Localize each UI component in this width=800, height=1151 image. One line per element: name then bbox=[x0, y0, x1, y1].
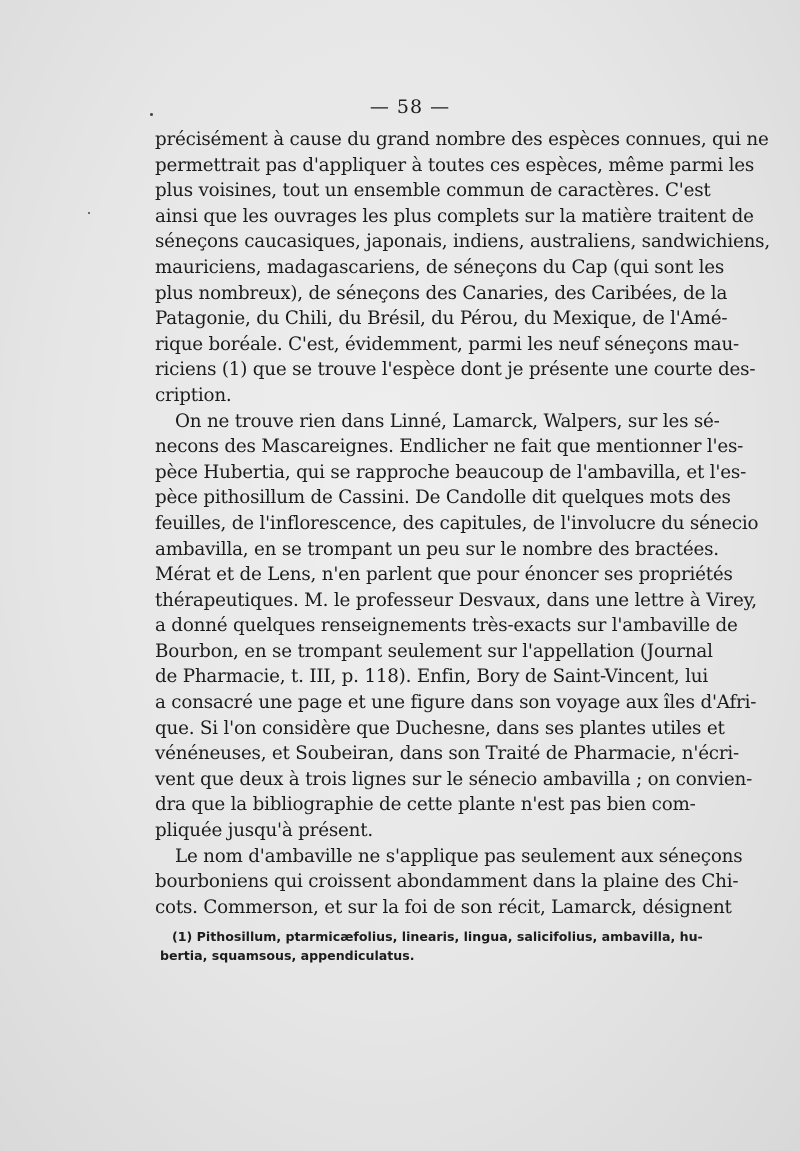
text-line: de Pharmacie, t. III, p. 118). Enfin, Bory de Saint-Vincent, lui bbox=[155, 666, 709, 688]
page-number: — 58 — bbox=[369, 96, 451, 118]
text-line: pliquée jusqu'à présent. bbox=[155, 820, 373, 842]
text-line: mauriciens, madagascariens, de séneçons du Cap (qui sont les bbox=[155, 256, 725, 278]
text-line: pèce pithosillum de Cassini. De Candolle dit quelques mots des bbox=[155, 487, 731, 509]
text-line: Bourbon, en se trompant seulement sur l'appellation (Journal bbox=[155, 640, 713, 662]
text-line: Patagonie, du Chili, du Brésil, du Pérou, du Mexique, de l'Amé- bbox=[155, 308, 728, 330]
text-line: ambavilla, en se trompant un peu sur le nombre des bractées. bbox=[155, 538, 719, 560]
text-line: cots. Commerson, et sur la foi de son récit, Lamarck, désignent bbox=[155, 896, 732, 918]
text-line: On ne trouve rien dans Linné, Lamarck, Walpers, sur les sé- bbox=[175, 410, 720, 432]
text-line: feuilles, de l'inflorescence, des capitules, de l'involucre du sénecio bbox=[155, 512, 759, 534]
text-line: vent que deux à trois lignes sur le sénecio ambavilla ; on convien- bbox=[155, 768, 753, 790]
text-line: séneçons caucasiques, japonais, indiens, australiens, sandwichiens, bbox=[155, 231, 770, 253]
text-line: thérapeutiques. M. le professeur Desvaux, dans une lettre à Virey, bbox=[155, 589, 757, 611]
text-line: pèce Hubertia, qui se rapproche beaucoup de l'ambavilla, et l'es- bbox=[155, 461, 747, 483]
footnote-line: bertia, squamsous, appendiculatus. bbox=[160, 947, 415, 963]
text-line: plus voisines, tout un ensemble commun de caractères. C'est bbox=[155, 180, 711, 202]
text-line: plus nombreux), de séneçons des Canaries, des Caribées, de la bbox=[155, 282, 728, 304]
text-line: Le nom d'ambaville ne s'applique pas seulement aux séneçons bbox=[175, 845, 743, 867]
text-line: Mérat et de Lens, n'en parlent que pour énoncer ses propriétés bbox=[155, 564, 733, 586]
text-line: bourboniens qui croissent abondamment dans la plaine des Chi- bbox=[155, 871, 739, 893]
text-line: a consacré une page et une figure dans son voyage aux îles d'Afri- bbox=[155, 692, 757, 714]
footnote bbox=[160, 928, 703, 965]
text-line: vénéneuses, et Soubeiran, dans son Traité de Pharmacie, n'écri- bbox=[155, 743, 740, 765]
text-line: ainsi que les ouvrages les plus complets sur la matière traitent de bbox=[155, 205, 754, 227]
text-line: rique boréale. C'est, évidemment, parmi les neuf séneçons mau- bbox=[155, 333, 739, 355]
text-line: riciens (1) que se trouve l'espèce dont je présente une courte des- bbox=[155, 359, 756, 381]
ink-speck bbox=[88, 212, 90, 214]
text-line: a donné quelques renseignements très-exacts sur l'ambaville de bbox=[155, 615, 738, 637]
text-line: que. Si l'on considère que Duchesne, dans ses plantes utiles et bbox=[155, 717, 725, 739]
text-line: necons des Mascareignes. Endlicher ne fait que mentionner l'es- bbox=[155, 436, 744, 458]
text-line: précisément à cause du grand nombre des espèces connues, qui ne bbox=[155, 129, 769, 150]
body-text bbox=[155, 127, 770, 920]
footnote-line: (1) Pithosillum, ptarmicæfolius, linearis, lingua, salicifolius, ambavilla, hu- bbox=[172, 929, 703, 944]
text-line: permettrait pas d'appliquer à toutes ces espèces, même parmi les bbox=[155, 154, 755, 176]
text-line: dra que la bibliographie de cette plante n'est pas bien com- bbox=[155, 794, 696, 816]
text-line: cription. bbox=[155, 384, 232, 406]
ink-speck bbox=[150, 113, 153, 116]
